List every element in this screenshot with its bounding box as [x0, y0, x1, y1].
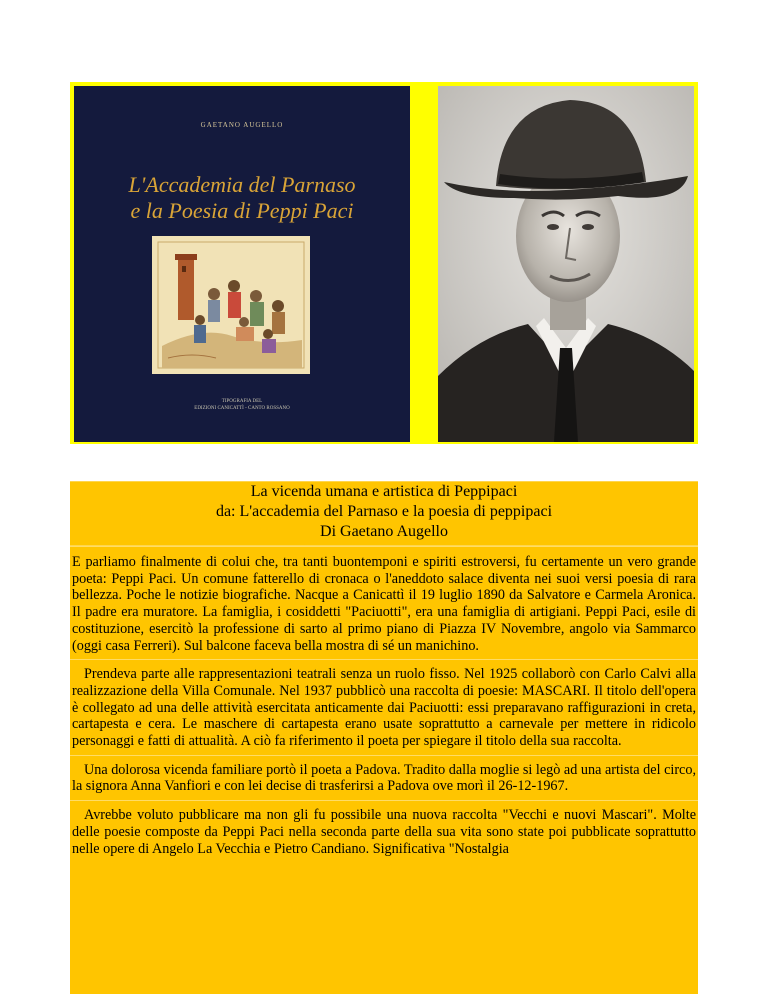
book-cover-publisher-line2: EDIZIONI CANICATTÌ - CANTO ROSSANO [194, 406, 290, 411]
article-paragraph: E parliamo finalmente di colui che, tra tanti buontemponi e spiriti estroversi, fu certamente un vero grande poeta: Peppi Paci. Un comune fatterello di cronaca o l'aneddoto salace diventa nei suoi versi poesia di rara bellezza. Poche le notizie biografiche. Nacque a Canicattì il 19 luglio 1890 da Salvatore e Carmela Aronica. Il padre era muratore. La famiglia, i cosiddetti "Paciuotti", era una famiglia di artigiani. Peppi Paci, esile di costituzione, esercitò la professione di sarto al primo piano di Piazza IV Novembre, angolo via Sammarco (oggi casa Ferreri). Sul balcone faceva bella mostra di sé un manichino. [70, 546, 698, 659]
book-cover-illustration [152, 236, 310, 374]
article-title: La vicenda umana e artistica di Peppipaci [250, 483, 518, 500]
book-cover-publisher [74, 398, 410, 412]
portrait-photo [438, 86, 694, 442]
article-author: Di Gaetano Augello [320, 523, 448, 540]
book-cover-title [74, 172, 410, 224]
portrait-image [438, 86, 694, 442]
book-cover-title-line1: L'Accademia del Parnaso [128, 172, 356, 197]
article-paragraph: Avrebbe voluto pubblicare ma non gli fu possibile una nuova raccolta "Vecchi e nuovi Mascari". Molte delle poesie composte da Peppi Paci nella seconda parte della sua vita sono state poi pubblicate soprattutto nelle opere di Angelo La Vecchia e Pietro Candiano. Significativa "Nostalgia [70, 800, 698, 862]
book-cover-image [74, 86, 410, 442]
article-paragraph: Una dolorosa vicenda familiare portò il poeta a Padova. Tradito dalla moglie si legò ad una artista del circo, la signora Anna Vanfiori e con lei decise di trasferirsi a Padova ove morì il 26-12-1967. [70, 755, 698, 800]
book-cover-title-line2: e la Poesia di Peppi Paci [130, 198, 354, 223]
book-cover-publisher-line1: TIPOGRAFIA DEL [221, 399, 263, 404]
article-header [70, 481, 698, 546]
book-cover-author: GAETANO AUGELLO [200, 121, 284, 129]
article-paragraph: Prendeva parte alle rappresentazioni teatrali senza un ruolo fisso. Nel 1925 collaborò con Carlo Calvi alla realizzazione della Villa Comunale. Nel 1937 pubblicò una raccolta di poesie: MASCARI. Il titolo dell'opera è collegato ad una delle attività esercitata anticamente dai Paciuotti: essi preparavano raffigurazioni in creta, cartapesta e cera. Le maschere di cartapesta erano usate soprattutto a carnevale per mettere in ridicolo personaggi e fatti di attualità. A ciò fa riferimento il poeta per spiegare il titolo della sua raccolta. [70, 659, 698, 755]
image-banner [70, 82, 698, 444]
article-source: da: L'accademia del Parnaso e la poesia di peppipaci [215, 503, 553, 520]
article-panel [70, 481, 698, 994]
